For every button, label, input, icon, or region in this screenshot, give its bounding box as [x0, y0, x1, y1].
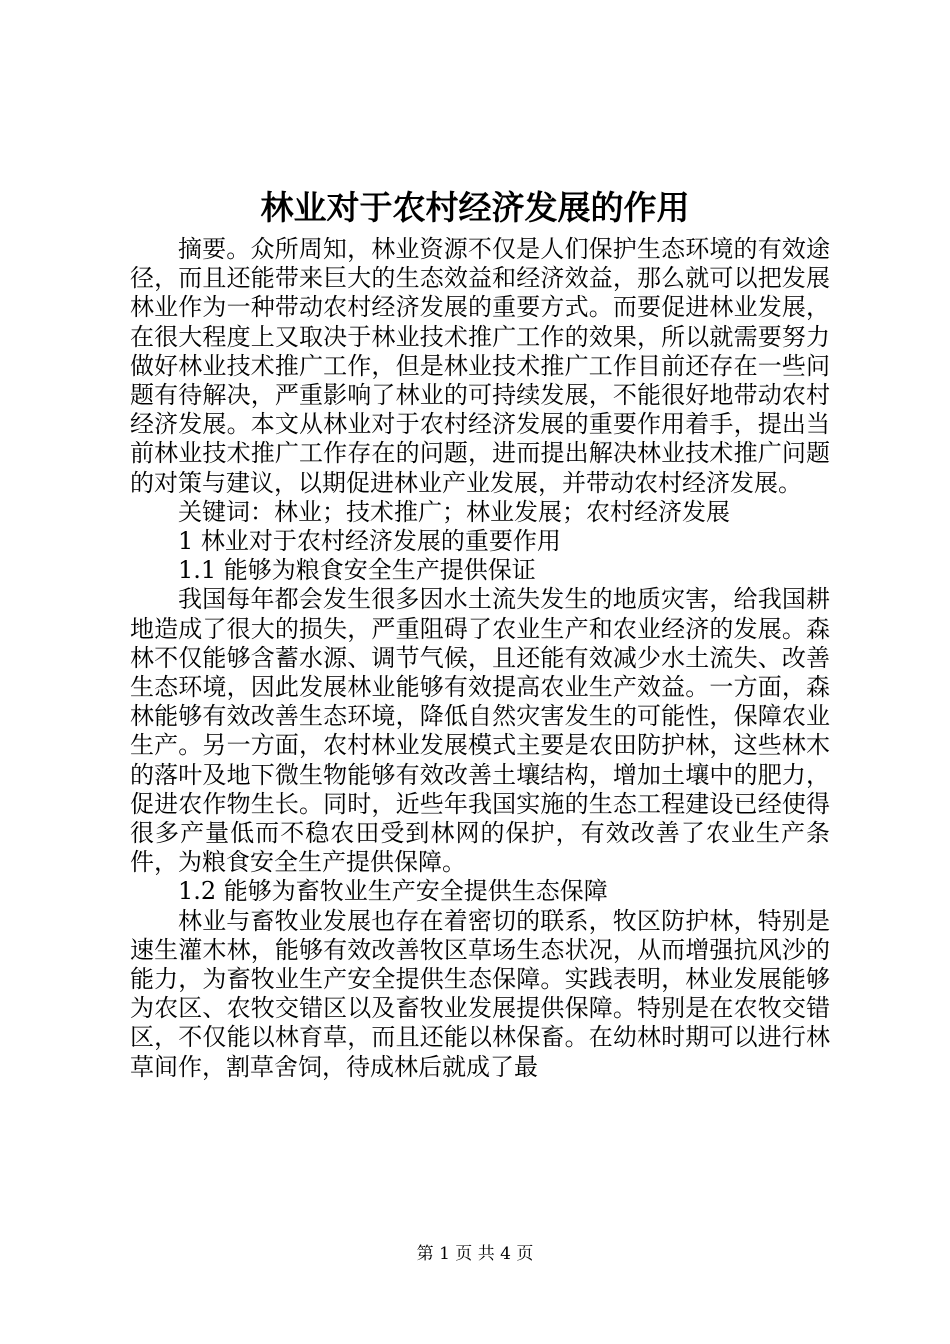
body-paragraph-1-1: 我国每年都会发生很多因水土流失发生的地质灾害，给我国耕地造成了很大的损失，严重阻碍了农业生产和农业经济的发展。森林不仅能够含蓄水源、调节气候，且还能有效减少水土流失、改善生态环境，因此发展林业能够有效提高农业生产效益。一方面，森林能够有效改善生态环境，降低自然灾害发生的可能性，保障农业生产。另一方面，农村林业发展模式主要是农田防护林，这些林木的落叶及地下微生物能够有效改善土壤结构，增加土壤中的肥力，促进农作物生长。同时，近些年我国实施的生态工程建设已经使得很多产量低而不稳农田受到林网的保护，有效改善了农业生产条件，为粮食安全生产提供保障。: [130, 585, 830, 877]
keywords-line: 关键词：林业；技术推广；林业发展；农村经济发展: [178, 497, 730, 526]
subsection-heading-1-2: 1.2 能够为畜牧业生产安全提供生态保障: [178, 877, 608, 906]
subsection-heading-1-1: 1.1 能够为粮食安全生产提供保证: [178, 556, 536, 585]
document-title: 林业对于农村经济发展的作用: [260, 188, 690, 227]
document-body: [130, 235, 830, 1082]
body-paragraph-1-2: 林业与畜牧业发展也存在着密切的联系，牧区防护林，特别是速生灌木林，能够有效改善牧区草场生态状况，从而增强抗风沙的能力，为畜牧业生产安全提供生态保障。实践表明，林业发展能够为农区、农牧交错区以及畜牧业发展提供保障。特别是在农牧交错区，不仅能以林育草，而且还能以林保畜。在幼林时期可以进行林草间作，割草舍饲，待成林后就成了最: [130, 906, 830, 1081]
section-heading-1: 1 林业对于农村经济发展的重要作用: [178, 527, 561, 556]
abstract-paragraph: 摘要。众所周知，林业资源不仅是人们保护生态环境的有效途径，而且还能带来巨大的生态效益和经济效益，那么就可以把发展林业作为一种带动农村经济发展的重要方式。而要促进林业发展，在很大程度上又取决于林业技术推广工作的效果，所以就需要努力做好林业技术推广工作，但是林业技术推广工作目前还存在一些问题有待解决，严重影响了林业的可持续发展，不能很好地带动农村经济发展。本文从林业对于农村经济发展的重要作用着手，提出当前林业技术推广工作存在的问题，进而提出解决林业技术推广问题的对策与建议，以期促进林业产业发展，并带动农村经济发展。: [130, 235, 830, 497]
page-number-footer: 第 1 页 共 4 页: [416, 1244, 534, 1264]
